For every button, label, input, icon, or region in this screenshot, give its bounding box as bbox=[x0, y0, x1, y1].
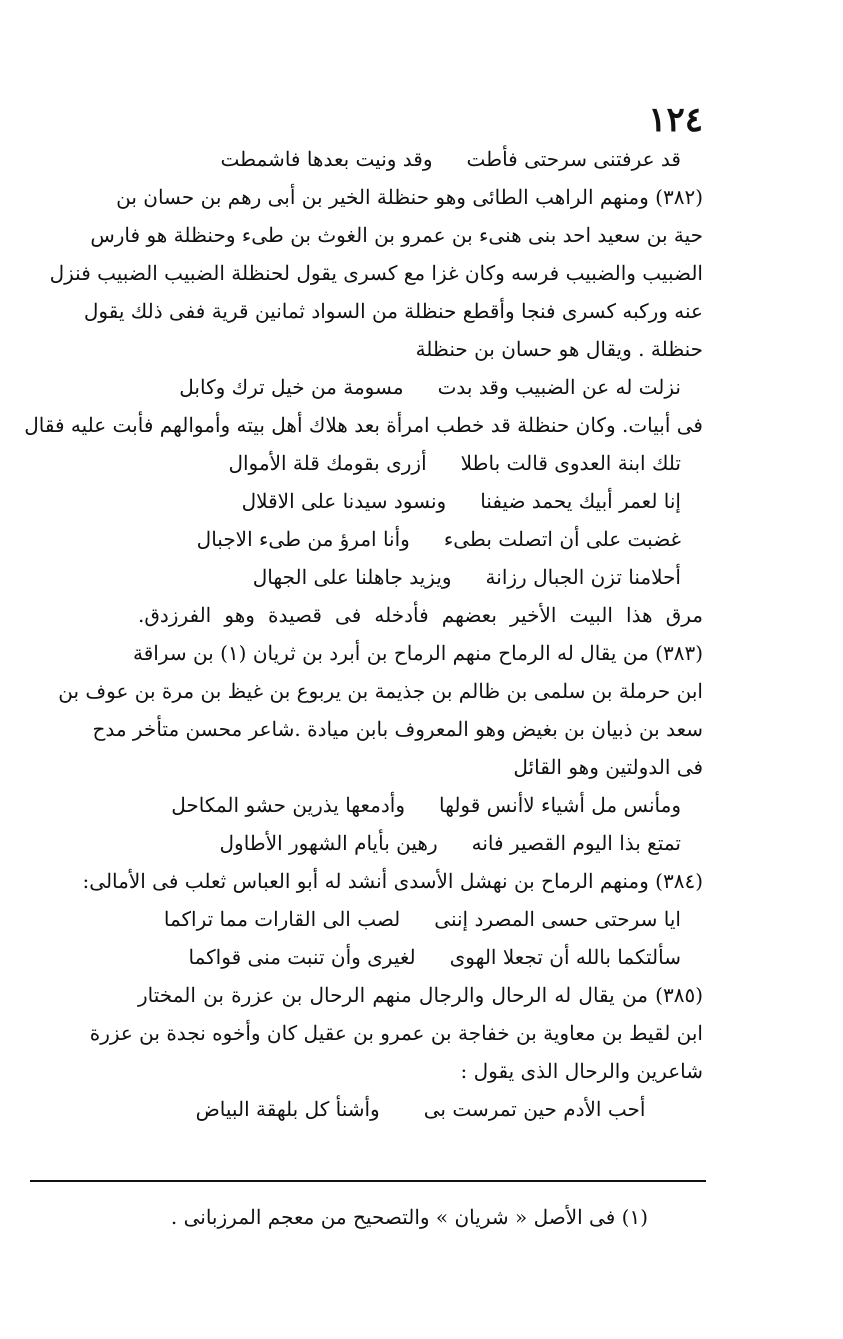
verse-line bbox=[138, 140, 703, 178]
main-text bbox=[24, 140, 703, 1128]
verse-first-hemistich: أحلامنا تزن الجبال رزانة bbox=[485, 565, 681, 589]
footnote: (١) فى الأصل « شريان » والتصحيح من معجم المرزبانى . bbox=[170, 1205, 648, 1229]
verse-line bbox=[138, 368, 703, 406]
prose-line: الضبيب والضبيب فرسه وكان غزا مع كسرى يقول لحنظلة الضبيب الضبيب فنزل bbox=[49, 261, 703, 285]
prose-line: سعد بن ذبيان بن بغيض وهو المعروف بابن ميادة .شاعر محسن متأخر مدح bbox=[92, 717, 703, 741]
verse-first-hemistich: تلك ابنة العدوى قالت باطلا bbox=[460, 451, 681, 475]
verse-line bbox=[138, 444, 703, 482]
verse-first-hemistich: غضبت على أن اتصلت بطىء bbox=[443, 527, 681, 551]
verse-second-hemistich: رهين بأيام الشهور الأطاول bbox=[219, 831, 438, 855]
verse-second-hemistich: مسومة من خيل ترك وكابل bbox=[179, 375, 404, 399]
verse-second-hemistich: لصب الى القارات مما تراكما bbox=[163, 907, 401, 931]
prose-line: (٣٨٣) من يقال له الرماح منهم الرماح بن أبرد بن ثريان (١) بن سراقة bbox=[132, 641, 703, 665]
verse-second-hemistich: ونسود سيدنا على الاقلال bbox=[241, 489, 447, 513]
prose-line: حية بن سعيد احد بنى هنىء بن عمرو بن الغوث بن طىء وحنظلة هو فارس bbox=[90, 223, 703, 247]
verse-line bbox=[138, 520, 703, 558]
prose-line: فى الدولتين وهو القائل bbox=[513, 755, 703, 779]
verse-second-hemistich: وأشنأ كل بلهقة البياض bbox=[195, 1097, 380, 1121]
prose-line: عنه وركبه كسرى فنجا وأقطع حنظلة من السواد ثمانين قرية ففى ذلك يقول bbox=[83, 299, 703, 323]
prose-line: فى أبيات. وكان حنظلة قد خطب امرأة بعد هلاك أهل بيته وأموالهم فأبت عليه فقال bbox=[24, 413, 703, 437]
prose-line: ابن لقيط بن معاوية بن خفاجة بن عمرو بن عقيل كان وأخوه نجدة بن عزرة bbox=[89, 1021, 703, 1045]
verse-line bbox=[138, 1090, 703, 1128]
prose-line: (٣٨٥) من يقال له الرحال والرجال منهم الرحال بن عزرة بن المختار bbox=[138, 983, 703, 1007]
verse-line bbox=[138, 824, 703, 862]
prose-line: مرق هذا البيت الأخير بعضهم فأدخله فى قصيدة وهو الفرزدق. bbox=[138, 603, 703, 627]
verse-line bbox=[138, 482, 703, 520]
verse-second-hemistich: ويزيد جاهلنا على الجهال bbox=[252, 565, 452, 589]
verse-second-hemistich: لغيرى وأن تنبت منى قواكما bbox=[188, 945, 416, 969]
verse-first-hemistich: تمتع بذا اليوم القصير فانه bbox=[471, 831, 681, 855]
verse-first-hemistich: أحب الأدم حين تمرست بى bbox=[423, 1097, 646, 1121]
verse-line bbox=[138, 786, 703, 824]
verse-line bbox=[138, 938, 703, 976]
prose-line: حنظلة . ويقال هو حسان بن حنظلة bbox=[415, 337, 703, 361]
verse-first-hemistich: ايا سرحتى حسى المصرد إننى bbox=[434, 907, 681, 931]
verse-first-hemistich: قد عرفتنى سرحتى فأطت bbox=[466, 147, 681, 171]
verse-line bbox=[138, 558, 703, 596]
verse-first-hemistich: سألتكما بالله أن تجعلا الهوى bbox=[449, 945, 681, 969]
verse-first-hemistich: إنا لعمر أبيك يحمد ضيفنا bbox=[480, 489, 681, 513]
verse-first-hemistich: ومأنس مل أشياء لاأنس قولها bbox=[439, 793, 681, 817]
verse-second-hemistich: وأنا امرؤ من طىء الاجبال bbox=[196, 527, 410, 551]
prose-line: (٣٨٤) ومنهم الرماح بن نهشل الأسدى أنشد له أبو العباس ثعلب فى الأمالى: bbox=[82, 869, 703, 893]
verse-second-hemistich: وقد ونيت بعدها فاشمطت bbox=[220, 147, 433, 171]
verse-second-hemistich: أزرى بقومك قلة الأموال bbox=[228, 451, 427, 475]
verse-first-hemistich: نزلت له عن الضبيب وقد بدت bbox=[437, 375, 681, 399]
footnote-rule bbox=[30, 1180, 706, 1182]
page-number: ١٢٤ bbox=[648, 100, 703, 140]
prose-line: شاعرين والرحال الذى يقول : bbox=[460, 1059, 703, 1083]
verse-line bbox=[138, 900, 703, 938]
prose-line: (٣٨٢) ومنهم الراهب الطائى وهو حنظلة الخير بن أبى رهم بن حسان بن bbox=[116, 185, 703, 209]
prose-line: ابن حرملة بن سلمى بن ظالم بن جذيمة بن يربوع بن غيظ بن مرة بن عوف بن bbox=[58, 679, 703, 703]
verse-second-hemistich: وأدمعها يذرين حشو المكاحل bbox=[171, 793, 405, 817]
